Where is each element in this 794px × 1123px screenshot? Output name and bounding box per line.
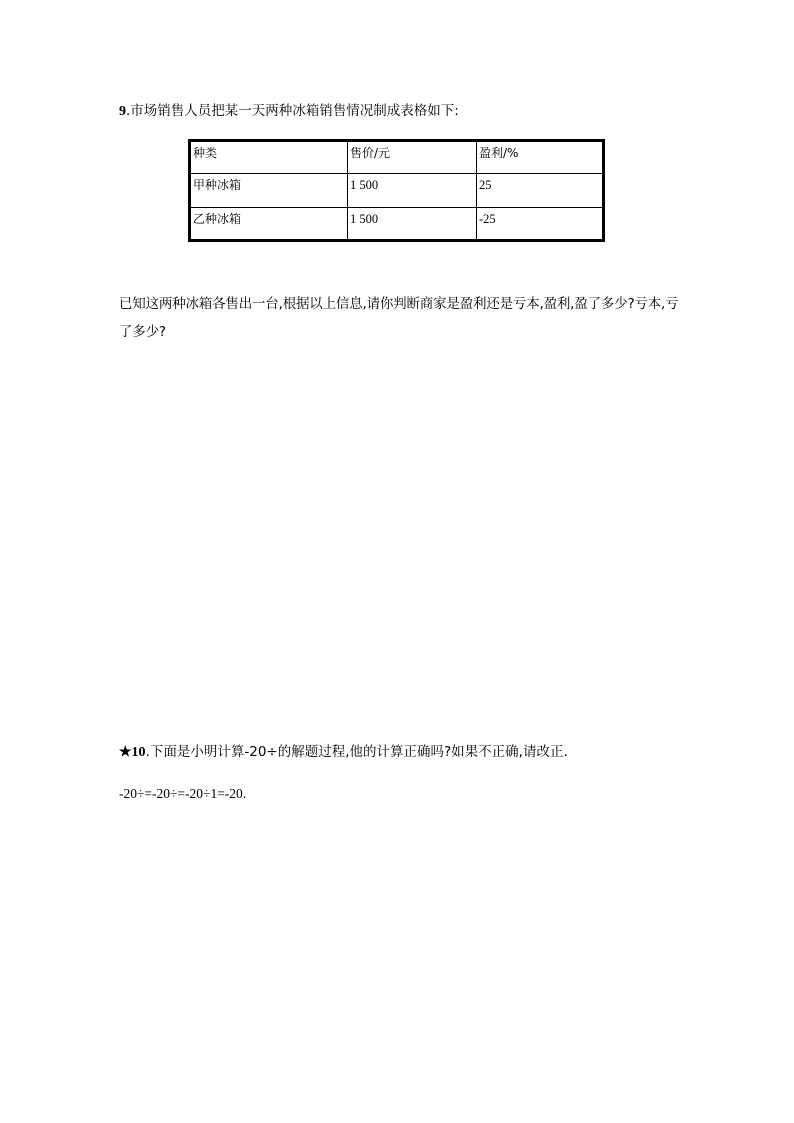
fridge-sales-table [188,139,605,242]
header-cell-type: 种类 [190,141,348,174]
table-cell-price: 1 500 [348,174,477,207]
question-9-text: .市场销售人员把某一天两种冰箱销售情况制成表格如下: [126,103,459,119]
table-cell-type: 甲种冰箱 [190,174,348,207]
question-9-title [119,100,459,123]
question-10-title [119,741,568,764]
table-cell-type: 乙种冰箱 [190,207,348,240]
question-10-text: .下面是小明计算-20÷的解题过程,他的计算正确吗?如果不正确,请改正. [145,744,568,760]
question-10-calculation: -20÷=-20÷=-20÷1=-20. [119,786,247,801]
table-row [190,174,604,207]
question-9-number: 9 [119,104,126,119]
question-9-info: 已知这两种冰箱各售出一台,根据以上信息,请你判断商家是盈利还是亏本,盈利,盈了多少?亏本,亏了多少? [119,296,679,340]
question-10-number: ★10 [119,745,146,760]
table-cell-profit: 25 [477,174,604,207]
table-row [190,207,604,240]
header-cell-price: 售价/元 [348,141,477,174]
header-cell-profit: 盈利/% [477,141,604,174]
table-cell-price: 1 500 [348,207,477,240]
table-header-row [190,141,604,174]
table-cell-profit: -25 [477,207,604,240]
